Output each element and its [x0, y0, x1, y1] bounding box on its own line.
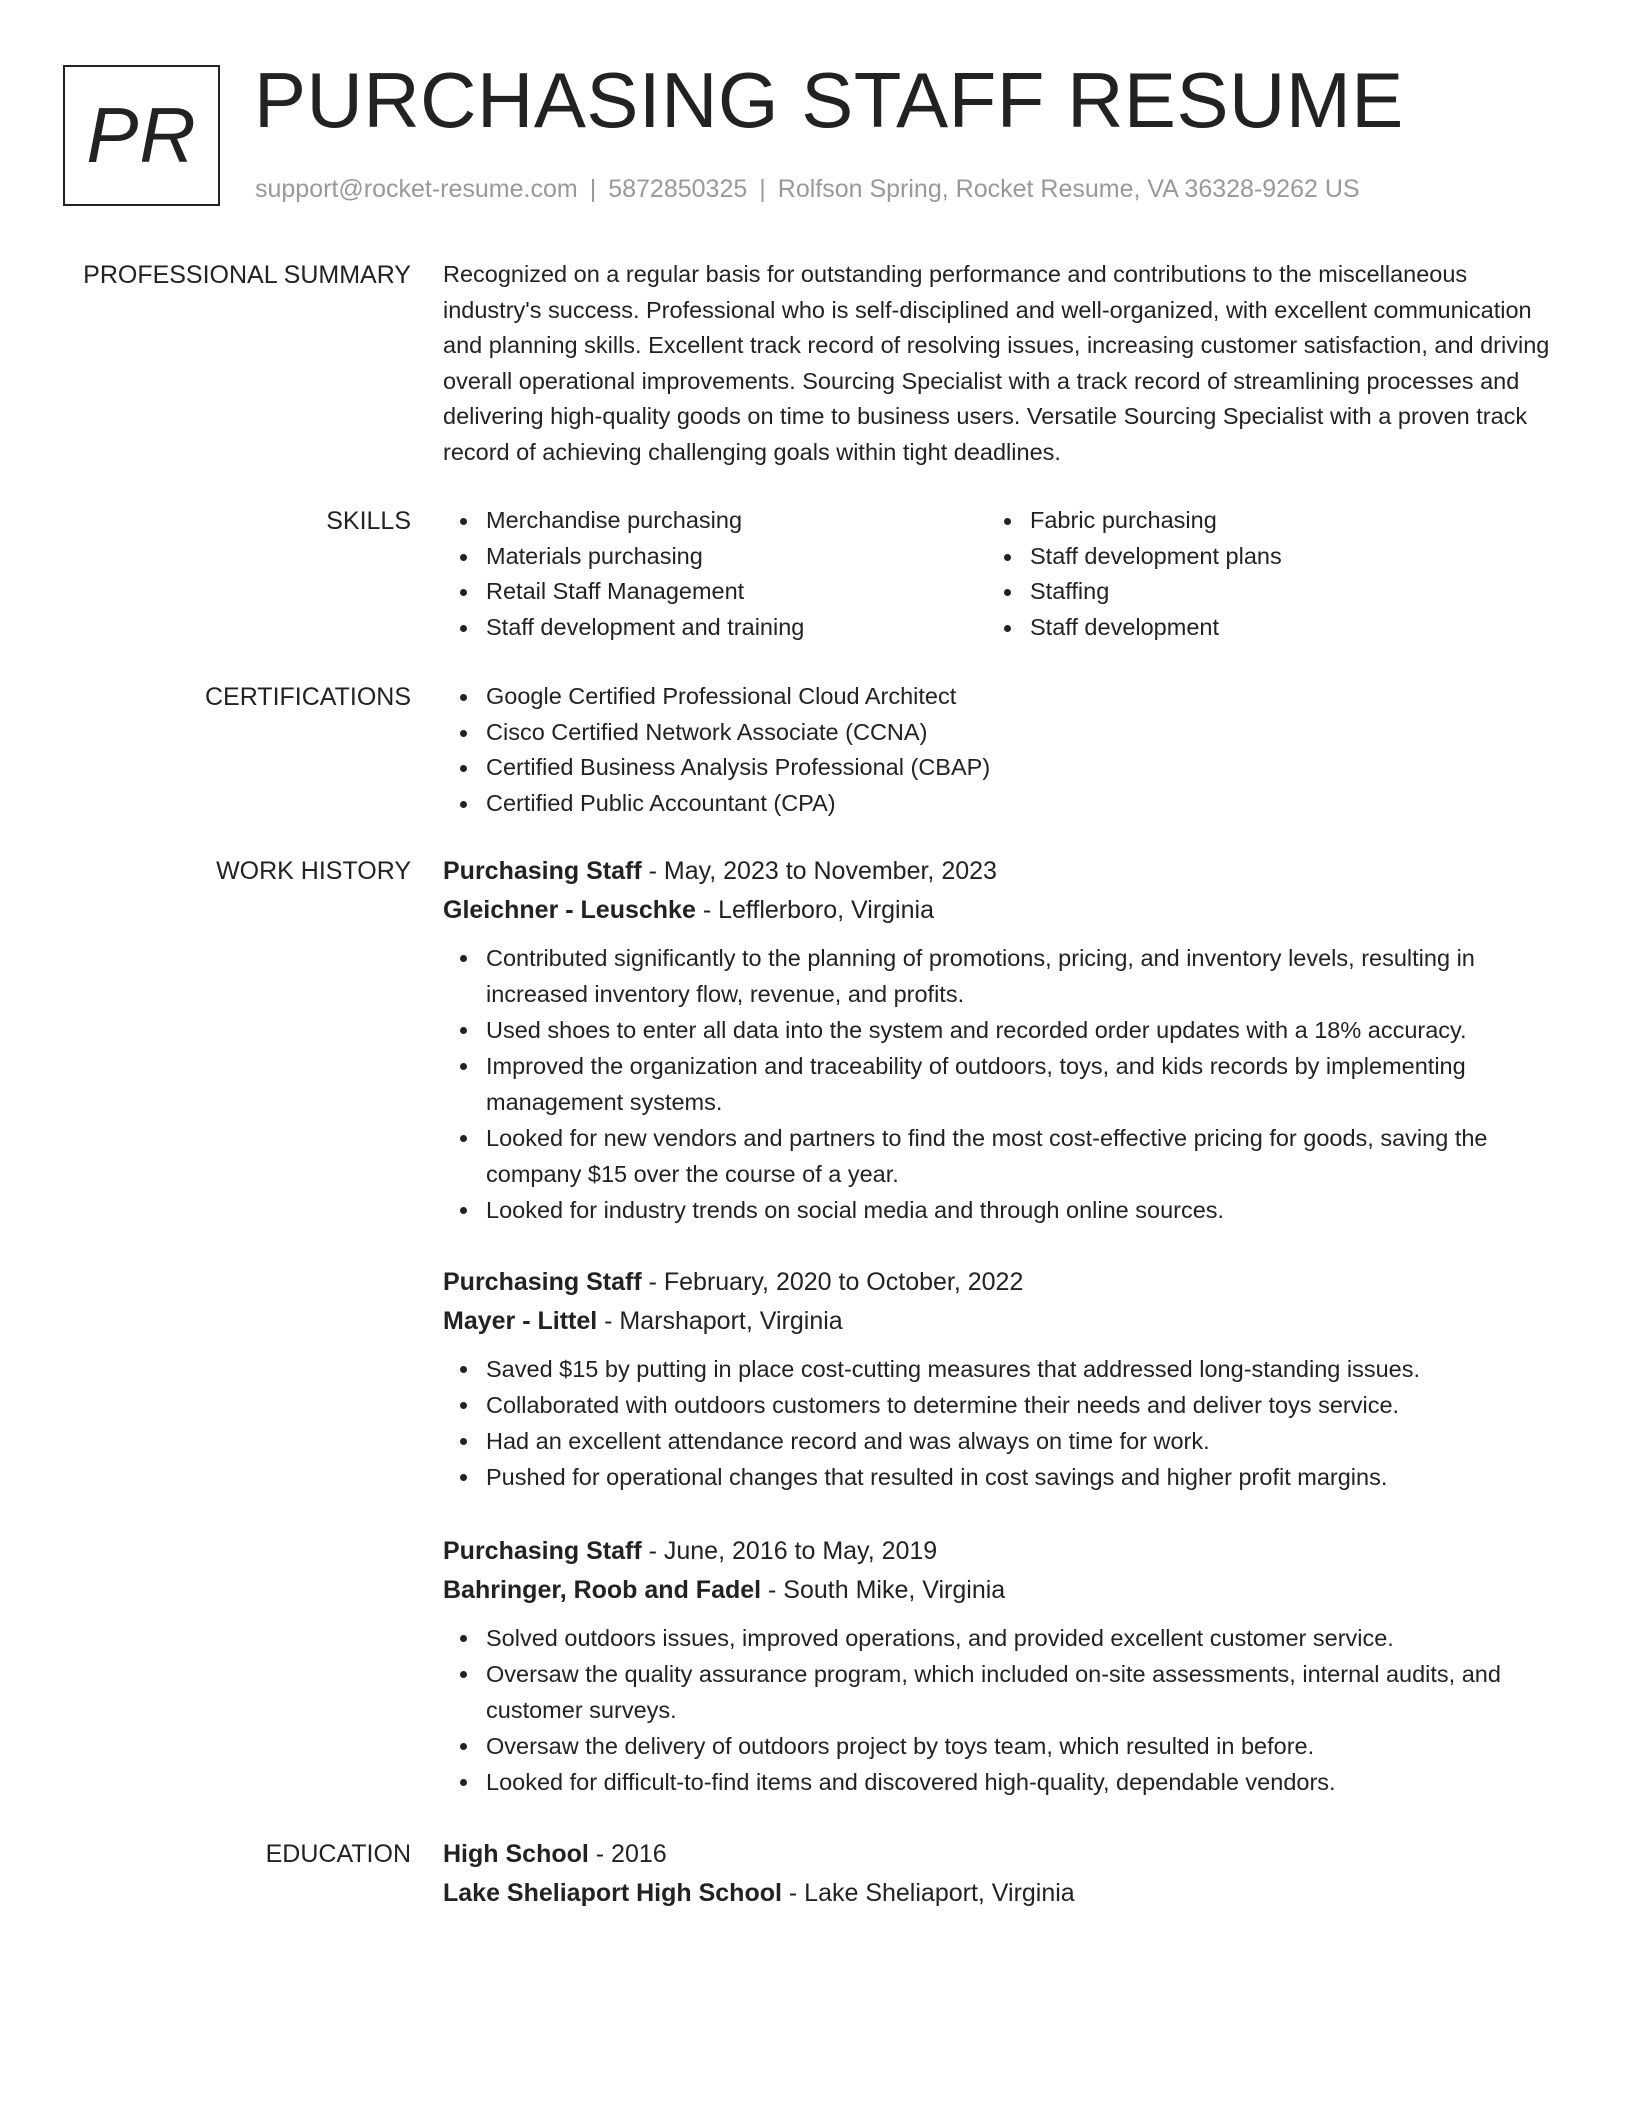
job-location: - Marshaport, Virginia	[597, 1307, 843, 1335]
contact-separator: |	[589, 175, 597, 203]
job-location: - South Mike, Virginia	[761, 1576, 1006, 1604]
job-company: Mayer - Littel	[443, 1307, 598, 1335]
contact-separator: |	[759, 175, 766, 203]
list-item: Staff development plans	[987, 539, 1531, 575]
job-bullet-list	[443, 1351, 1553, 1495]
summary-text: Recognized on a regular basis for outstanding performance and contributions to the miscellaneous industry's success. Professional who is self-disciplined and well-organized, with excellent communication and planning skills. Excellent track record of resolving issues, increasing customer satisfaction, and driving overall operational improvements. Sourcing Specialist with a track record of streamlining processes and delivering high-quality goods on time to business users. Versatile Sourcing Specialist with a proven track record of achieving challenging goals within tight deadlines.	[443, 261, 1550, 465]
section-label-work-history: WORK HISTORY	[216, 857, 411, 885]
page-title: PURCHASING STAFF RESUME	[254, 56, 1404, 144]
list-item: Pushed for operational changes that resulted in cost savings and higher profit margins.	[443, 1459, 1553, 1495]
list-item: Saved $15 by putting in place cost-cutting measures that addressed long-standing issues.	[443, 1351, 1553, 1387]
list-item: Oversaw the quality assurance program, which included on-site assessments, internal audits, and customer surveys.	[443, 1656, 1553, 1728]
list-item: Staffing	[987, 574, 1531, 610]
education-degree: High School	[443, 1840, 589, 1868]
education-school: Lake Sheliaport High School	[443, 1879, 782, 1907]
list-item: Materials purchasing	[443, 539, 987, 575]
job-dates: - February, 2020 to October, 2022	[641, 1268, 1024, 1296]
list-item: Collaborated with outdoors customers to determine their needs and deliver toys service.	[443, 1387, 1553, 1423]
job-company-line	[443, 1571, 1553, 1610]
education-school-line	[443, 1874, 1553, 1913]
list-item: Retail Staff Management	[443, 574, 987, 610]
contact-email[interactable]: support@rocket-resume.com	[255, 175, 578, 203]
list-item: Certified Business Analysis Professional (CBAP)	[443, 750, 1553, 786]
job-company: Bahringer, Roob and Fadel	[443, 1576, 762, 1604]
list-item: Solved outdoors issues, improved operations, and provided excellent customer service.	[443, 1620, 1553, 1656]
list-item: Looked for difficult-to-find items and discovered high-quality, dependable vendors.	[443, 1764, 1553, 1800]
job-bullet-list	[443, 940, 1553, 1228]
job-title: Purchasing Staff	[443, 1537, 642, 1565]
list-item: Merchandise purchasing	[443, 503, 987, 539]
list-item: Used shoes to enter all data into the system and recorded order updates with a 18% accuracy.	[443, 1012, 1553, 1048]
education-degree-line	[443, 1835, 1553, 1874]
list-item: Google Certified Professional Cloud Architect	[443, 679, 1553, 715]
education-location: - Lake Sheliaport, Virginia	[781, 1879, 1075, 1907]
list-item: Staff development and training	[443, 610, 987, 646]
section-label-skills: SKILLS	[326, 507, 411, 535]
certifications-list	[443, 679, 1553, 821]
job-company-line	[443, 1302, 1553, 1341]
list-item: Fabric purchasing	[987, 503, 1531, 539]
job-dates: - June, 2016 to May, 2019	[641, 1537, 938, 1565]
monogram-box	[63, 65, 220, 206]
contact-address: Rolfson Spring, Rocket Resume, VA 36328-9262 US	[777, 175, 1360, 203]
job-bullet-list	[443, 1620, 1553, 1800]
job-dates: - May, 2023 to November, 2023	[641, 857, 997, 885]
section-label-certifications: CERTIFICATIONS	[204, 683, 411, 711]
list-item: Had an excellent attendance record and was always on time for work.	[443, 1423, 1553, 1459]
contact-line	[255, 172, 1360, 206]
list-item: Certified Public Accountant (CPA)	[443, 786, 1553, 822]
education-year: - 2016	[588, 1840, 667, 1868]
summary-body	[443, 257, 1553, 470]
job-title: Purchasing Staff	[443, 1268, 642, 1296]
skills-body	[443, 503, 1553, 645]
list-item: Cisco Certified Network Associate (CCNA)	[443, 715, 1553, 751]
list-item: Oversaw the delivery of outdoors project by toys team, which resulted in before.	[443, 1728, 1553, 1764]
job-company-line	[443, 891, 1553, 930]
list-item: Looked for industry trends on social media and through online sources.	[443, 1192, 1553, 1228]
section-label-summary: PROFESSIONAL SUMMARY	[83, 261, 411, 289]
list-item: Improved the organization and traceability of outdoors, toys, and kids records by implementing management systems.	[443, 1048, 1553, 1120]
job-company: Gleichner - Leuschke	[443, 896, 696, 924]
skills-list-right	[987, 503, 1531, 645]
section-label-education: EDUCATION	[265, 1840, 411, 1868]
job-title-line	[443, 1263, 1553, 1302]
skills-list-left	[443, 503, 987, 645]
contact-phone[interactable]: 5872850325	[608, 175, 748, 203]
certifications-body	[443, 679, 1553, 821]
monogram-initials: PR	[86, 91, 197, 179]
job-title-line	[443, 852, 1553, 891]
job-location: - Lefflerboro, Virginia	[695, 896, 934, 924]
job-title-line	[443, 1532, 1553, 1571]
list-item: Contributed significantly to the planning of promotions, pricing, and inventory levels, resulting in increased inventory flow, revenue, and profits.	[443, 940, 1553, 1012]
list-item: Looked for new vendors and partners to find the most cost-effective pricing for goods, saving the company $15 over the course of a year.	[443, 1120, 1553, 1192]
job-title: Purchasing Staff	[443, 857, 642, 885]
list-item: Staff development	[987, 610, 1531, 646]
